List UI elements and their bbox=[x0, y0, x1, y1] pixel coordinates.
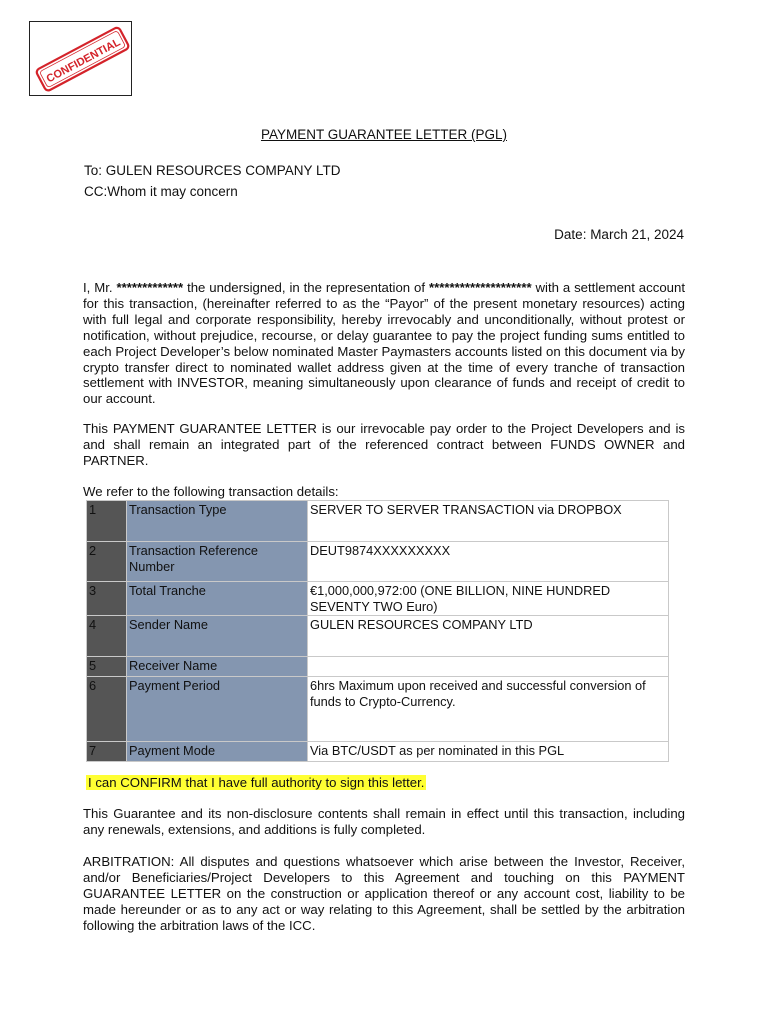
p1-lead: I, bbox=[83, 280, 95, 295]
table-row bbox=[87, 742, 669, 762]
transaction-details-table bbox=[86, 500, 669, 762]
cc-line: CC:Whom it may concern bbox=[84, 184, 238, 199]
authority-confirmation: I can CONFIRM that I have full authority to sign this letter. bbox=[88, 775, 425, 790]
row-value: DEUT9874XXXXXXXXX bbox=[308, 542, 669, 582]
guarantee-paragraph bbox=[83, 280, 685, 407]
table-row bbox=[87, 582, 669, 616]
row-value: €1,000,000,972:00 (ONE BILLION, NINE HUNDRED SEVENTY TWO Euro) bbox=[308, 582, 669, 616]
non-disclosure-paragraph: This Guarantee and its non-disclosure contents shall remain in effect until this transaction, including any renewals, extensions, and additions is fully completed. bbox=[83, 806, 685, 837]
p1-redacted-name: ************* bbox=[112, 280, 188, 295]
row-label: Total Tranche bbox=[127, 582, 308, 616]
to-line: To: GULEN RESOURCES COMPANY LTD bbox=[84, 163, 341, 178]
confidential-stamp-box bbox=[29, 21, 132, 96]
confidential-stamp bbox=[30, 22, 132, 96]
row-value: GULEN RESOURCES COMPANY LTD bbox=[308, 616, 669, 657]
letter-title: PAYMENT GUARANTEE LETTER (PGL) bbox=[260, 127, 508, 142]
p1-rest: with a settlement account for this transaction, (hereinafter referred to as the “Payor” of the present monetary resources) acting with full legal and corporate responsibility, hereby irrevocably and unconditionally, without protest or notification, without prejudice, recourse, or delay guarantee to pay the project funding sums entitled to each Project Developer’s below nominated Master Paymasters accounts listed on this document via by crypto transfer direct to nominated wallet address given at the time of every tranche of transaction settlement with INVESTOR, meaning simultaneously upon clearance of funds and receipt of credit to our account. bbox=[83, 280, 685, 407]
table-row bbox=[87, 677, 669, 742]
table-row bbox=[87, 657, 669, 677]
row-number: 7 bbox=[87, 742, 127, 762]
row-label: Sender Name bbox=[127, 616, 308, 657]
row-number: 1 bbox=[87, 501, 127, 542]
p1-mid: the undersigned, in the representation of bbox=[187, 280, 429, 295]
row-number: 4 bbox=[87, 616, 127, 657]
row-label: Receiver Name bbox=[127, 657, 308, 677]
row-value: 6hrs Maximum upon received and successful conversion of funds to Crypto-Currency. bbox=[308, 677, 669, 742]
row-value: SERVER TO SERVER TRANSACTION via DROPBOX bbox=[308, 501, 669, 542]
row-number: 2 bbox=[87, 542, 127, 582]
stamp-text: CONFIDENTIAL bbox=[44, 36, 123, 86]
table-row bbox=[87, 616, 669, 657]
row-label: Transaction Type bbox=[127, 501, 308, 542]
row-label: Payment Period bbox=[127, 677, 308, 742]
row-label: Payment Mode bbox=[127, 742, 308, 762]
letter-date: Date: March 21, 2024 bbox=[554, 227, 684, 242]
arbitration-paragraph: ARBITRATION: All disputes and questions whatsoever which arise between the Investor, Receiver, and/or Beneficiaries/Project Developers to this Agreement and touching on this PAYMENT GUARANTEE LETTER on the construction or application thereof or any account cost, liability to be made hereunder or as to any act or way relating to this Agreement, shall be settled by the arbitration following the arbitration laws of the ICC. bbox=[83, 854, 685, 933]
row-value: Via BTC/USDT as per nominated in this PGL bbox=[308, 742, 669, 762]
refer-paragraph: We refer to the following transaction details: bbox=[83, 484, 339, 499]
row-number: 6 bbox=[87, 677, 127, 742]
row-number: 3 bbox=[87, 582, 127, 616]
row-number: 5 bbox=[87, 657, 127, 677]
p1-mr: Mr. bbox=[94, 280, 113, 295]
p1-redacted-entity: ******************** bbox=[428, 280, 532, 295]
pay-order-paragraph: This PAYMENT GUARANTEE LETTER is our irrevocable pay order to the Project Developers and is and shall remain an integrated part of the referenced contract between FUNDS OWNER and PARTNER. bbox=[83, 421, 685, 468]
table-row bbox=[87, 501, 669, 542]
row-value bbox=[308, 657, 669, 677]
table-row bbox=[87, 542, 669, 582]
row-label: Transaction Reference Number bbox=[127, 542, 308, 582]
